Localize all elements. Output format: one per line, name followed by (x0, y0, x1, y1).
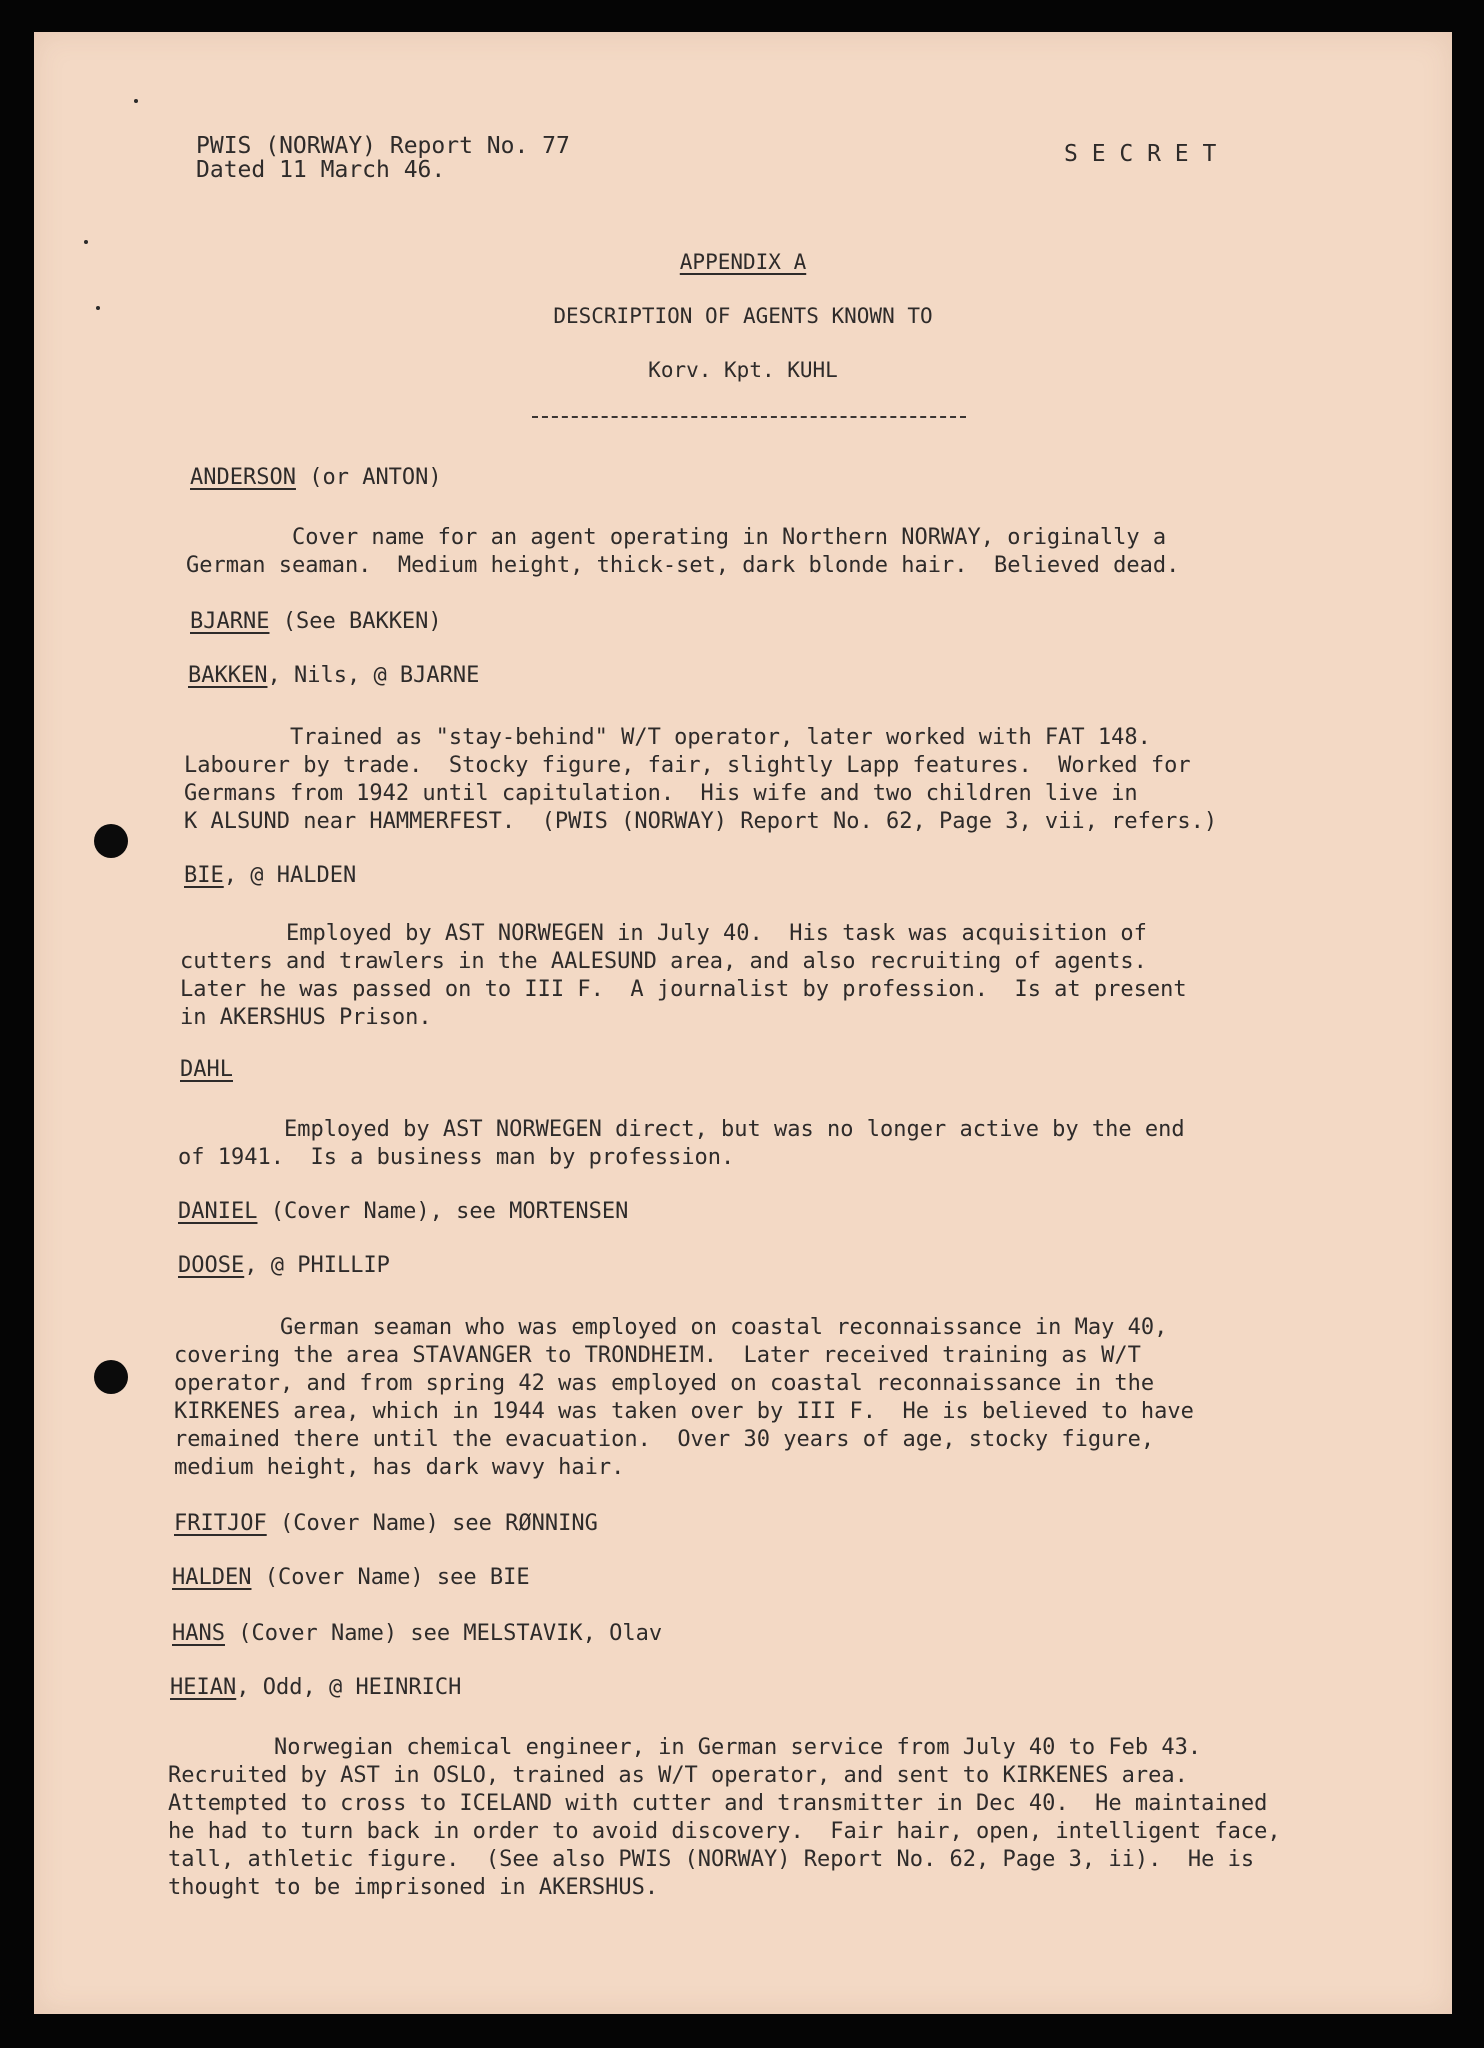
report-number: PWIS (NORWAY) Report No. 77 (196, 133, 570, 159)
classification-mark: S E C R E T (1064, 141, 1217, 167)
paper-speck (84, 240, 88, 244)
entry-detail: (Cover Name) see MELSTAVIK, Olav (224, 1621, 663, 1646)
entry-name: HEIAN (170, 1675, 237, 1700)
entry-paragraph-line: medium height, has dark wavy hair. (174, 1455, 625, 1480)
title-divider (532, 416, 966, 418)
entry-name: HANS (172, 1621, 225, 1646)
entry-detail: , @ HALDEN (223, 863, 357, 888)
entry-name: DAHL (180, 1057, 233, 1082)
entry-paragraph-line: Later he was passed on to III F. A journalist by profession. Is at present (180, 977, 1187, 1002)
entry-name: DANIEL (178, 1199, 258, 1224)
entry-paragraph-line: Employed by AST NORWEGEN in July 40. His task was acquisition of (180, 921, 1147, 946)
paper-speck (96, 306, 100, 310)
entry-paragraph-line: covering the area STAVANGER to TRONDHEIM. Later received training as W/T (174, 1343, 1141, 1368)
punch-hole (94, 1360, 128, 1394)
entry-paragraph-line: operator, and from spring 42 was employed on coastal reconnaissance in the (174, 1371, 1155, 1396)
entry-paragraph-line: Norwegian chemical engineer, in German service from July 40 to Feb 43. (168, 1735, 1202, 1760)
entry-heading (172, 1564, 530, 1592)
entry-paragraph-line: remained there until the evacuation. Over 30 years of age, stocky figure, (174, 1427, 1155, 1452)
entry-paragraph-line: German seaman who was employed on coastal reconnaissance in May 40, (174, 1315, 1168, 1340)
entry-paragraph-line: German seaman. Medium height, thick-set, dark blonde hair. Believed dead. (186, 553, 1180, 578)
officer-title: Korv. Kpt. KUHL (648, 358, 838, 382)
entry-paragraph-line: tall, athletic figure. (See also PWIS (NORWAY) Report No. 62, Page 3, ii). He is (168, 1847, 1255, 1872)
entry-heading (178, 1198, 628, 1226)
document-page (34, 32, 1452, 2014)
entry-detail: (or ANTON) (295, 465, 442, 490)
paper-speck (134, 99, 138, 103)
entry-detail: (Cover Name) see RØNNING (266, 1511, 598, 1536)
entry-heading (180, 1056, 233, 1084)
entry-heading (174, 1510, 598, 1538)
entry-heading (172, 1620, 662, 1648)
entry-detail: (Cover Name) see BIE (251, 1565, 530, 1590)
description-title: DESCRIPTION OF AGENTS KNOWN TO (553, 304, 933, 328)
entry-detail: , @ PHILLIP (244, 1253, 390, 1278)
entry-paragraph-line: cutters and trawlers in the AALESUND area, and also recruiting of agents. (180, 949, 1147, 974)
appendix-title: APPENDIX A (679, 250, 807, 274)
entry-name: FRITJOF (174, 1511, 267, 1536)
entry-heading (178, 1252, 390, 1280)
entry-detail: , Odd, @ HEINRICH (236, 1675, 462, 1700)
entry-paragraph-line: Cover name for an agent operating in Northern NORWAY, originally a (186, 525, 1167, 550)
entry-name: HALDEN (172, 1565, 252, 1590)
entry-heading (184, 862, 356, 890)
entry-heading (190, 464, 442, 492)
entry-paragraph-line: in AKERSHUS Prison. (180, 1005, 432, 1030)
entry-paragraph-line: K ALSUND near HAMMERFEST. (PWIS (NORWAY) Report No. 62, Page 3, vii, refers.) (184, 809, 1218, 834)
entry-paragraph-line: of 1941. Is a business man by profession. (178, 1145, 735, 1170)
entry-name: ANDERSON (190, 465, 296, 490)
entry-name: BAKKEN (188, 663, 268, 688)
entry-detail: (Cover Name), see MORTENSEN (257, 1199, 629, 1224)
entry-paragraph-line: Labourer by trade. Stocky figure, fair, slightly Lapp features. Worked for (184, 753, 1191, 778)
entry-paragraph-line: Germans from 1942 until capitulation. His wife and two children live in (184, 781, 1138, 806)
entry-heading (190, 608, 442, 636)
entry-name: DOOSE (178, 1253, 245, 1278)
entry-paragraph-line: he had to turn back in order to avoid discovery. Fair hair, open, intelligent face, (168, 1819, 1281, 1844)
entry-name: BJARNE (190, 609, 270, 634)
entry-paragraph-line: Employed by AST NORWEGEN direct, but was no longer active by the end (178, 1117, 1185, 1142)
punch-hole (94, 824, 128, 858)
entry-heading (170, 1674, 461, 1702)
entry-paragraph-line: thought to be imprisoned in AKERSHUS. (168, 1875, 659, 1900)
entry-heading (188, 662, 479, 690)
report-date: Dated 11 March 46. (196, 157, 446, 183)
entry-detail: , Nils, @ BJARNE (267, 663, 480, 688)
entry-name: BIE (184, 863, 224, 888)
entry-detail: (See BAKKEN) (269, 609, 442, 634)
entry-paragraph-line: KIRKENES area, which in 1944 was taken over by III F. He is believed to have (174, 1399, 1194, 1424)
entry-paragraph-line: Attempted to cross to ICELAND with cutter and transmitter in Dec 40. He maintained (168, 1791, 1268, 1816)
entry-paragraph-line: Trained as "stay-behind" W/T operator, later worked with FAT 148. (184, 725, 1151, 750)
entry-paragraph-line: Recruited by AST in OSLO, trained as W/T operator, and sent to KIRKENES area. (168, 1763, 1188, 1788)
